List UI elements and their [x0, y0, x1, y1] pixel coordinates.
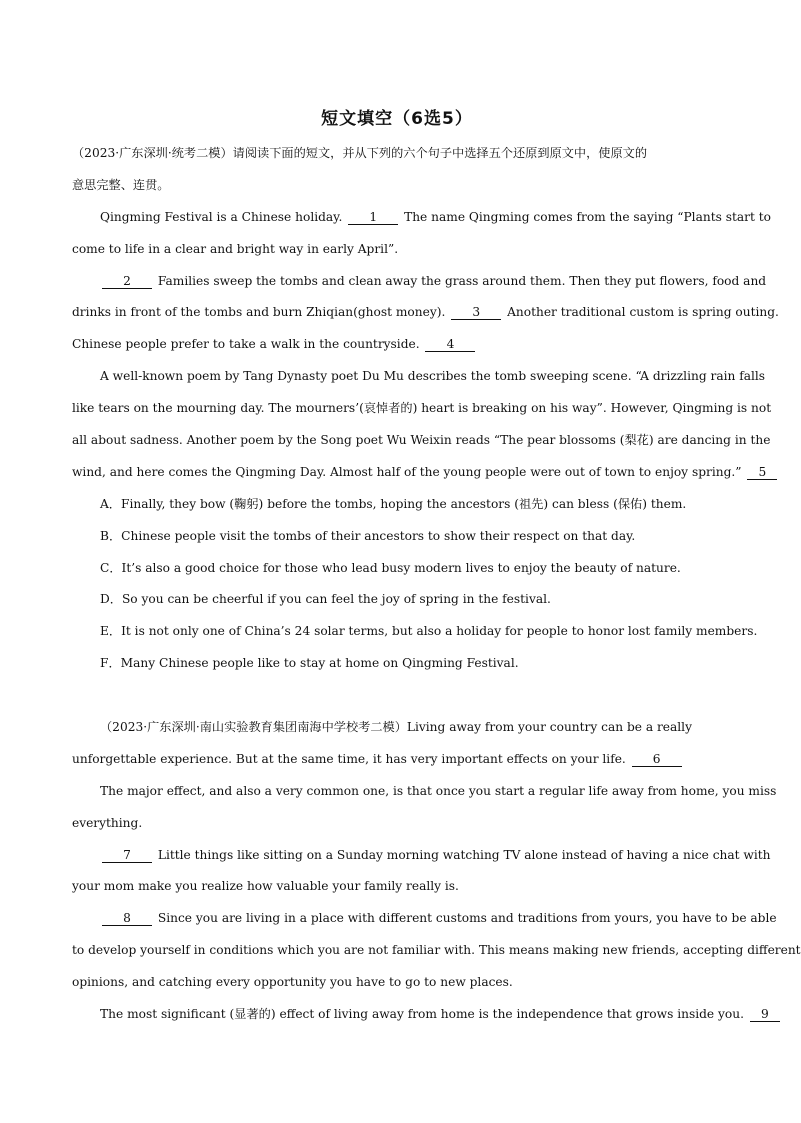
passage-line [72, 808, 722, 840]
question-source: 意思完整、连贯。 [72, 177, 170, 192]
passage-line [72, 999, 769, 1031]
answer-blank-2[interactable]: 2 [102, 274, 152, 289]
text-run: drinks in front of the tombs and burn Zhiqian(ghost money). [72, 305, 450, 320]
text-run: The most significant (显著的) effect of living away from home is the independence that grows inside you. [100, 1007, 748, 1022]
passage-line [72, 393, 772, 425]
passage-line [72, 329, 722, 361]
text-run: The major effect, and also a very common one, is that once you start a regular life away from home, you miss [100, 783, 777, 798]
text-run: come to life in a clear and bright way in early April”. [72, 241, 399, 256]
answer-option: D．So you can be cheerful if you can feel the joy of spring in the festival. [100, 592, 551, 607]
answer-blank-1[interactable]: 1 [348, 210, 398, 225]
passage-line [72, 967, 722, 999]
answer-option: C．It’s also a good choice for those who lead busy modern lives to enjoy the beauty of nature. [100, 560, 681, 575]
passage-line [72, 457, 767, 489]
content [72, 138, 801, 1031]
passage-line [72, 234, 722, 266]
passage-line [72, 871, 722, 903]
text-run: wind, and here comes the Qingming Day. Almost half of the young people were out of town to enjoy spring.” [72, 464, 746, 479]
passage-line [72, 903, 777, 935]
text-run: Since you are living in a place with different customs and traditions from yours, you have to be able [154, 911, 777, 926]
passage-line [72, 266, 767, 298]
text-run: Little things like sitting on a Sunday morning watching TV alone instead of having a nice chat with [154, 847, 771, 862]
text-run: everything. [72, 815, 143, 830]
answer-blank-6[interactable]: 6 [632, 752, 682, 767]
section-gap [72, 680, 722, 712]
question-source: （2023·广东深圳·统考二模）请阅读下面的短文，并从下列的六个句子中选择五个还原到原文中，使原文的 [72, 146, 648, 160]
answer-blank-5[interactable]: 5 [747, 465, 777, 480]
page-title: 短文填空（6选5） [321, 109, 473, 129]
text-run: A well-known poem by Tang Dynasty poet Du Mu describes the tomb sweeping scene. “A drizzling rain falls [100, 369, 766, 384]
text-run: The name Qingming comes from the saying “Plants start to [400, 209, 771, 224]
answer-blank-4[interactable]: 4 [425, 337, 475, 352]
answer-blank-7[interactable]: 7 [102, 848, 152, 863]
answer-option: A．Finally, they bow (鞠躬) before the tombs, hoping the ancestors (祖先) can bless (保佑) them. [100, 496, 687, 511]
answer-blank-3[interactable]: 3 [451, 305, 501, 320]
text-run: Chinese people prefer to take a walk in the countryside. [72, 337, 424, 352]
passage-line [72, 425, 771, 457]
passage-line [72, 840, 771, 872]
passage-line [72, 776, 777, 808]
passage-line [72, 297, 779, 329]
answer-blank-9[interactable]: 9 [750, 1007, 780, 1022]
text-run: opinions, and catching every opportunity you have to go to new places. [72, 975, 513, 990]
text-run: Another traditional custom is spring outing. [503, 305, 779, 320]
answer-option: B．Chinese people visit the tombs of their ancestors to show their respect on that day. [100, 528, 636, 543]
text-run: your mom make you realize how valuable your family really is. [72, 879, 459, 894]
text-run: like tears on the mourning day. The mourners’(哀悼者的) heart is breaking on his way”. However, Qingming is not [72, 401, 772, 416]
passage-line [72, 744, 722, 776]
text-run: all about sadness. Another poem by the Song poet Wu Weixin reads “The pear blossoms (梨花) are dancing in the [72, 433, 771, 448]
answer-option: F．Many Chinese people like to stay at home on Qingming Festival. [100, 656, 519, 671]
answer-option: E．It is not only one of China’s 24 solar terms, but also a holiday for people to honor lost family members. [100, 624, 758, 639]
passage-line [72, 202, 771, 234]
text-run: Qingming Festival is a Chinese holiday. [100, 209, 347, 224]
answer-blank-8[interactable]: 8 [102, 911, 152, 926]
text-run: Families sweep the tombs and clean away the grass around them. Then they put flowers, food and [154, 273, 767, 288]
passage-line [72, 935, 801, 967]
passage-line [72, 712, 722, 744]
text-run: to develop yourself in conditions which you are not familiar with. This means making new friends, accepting different [72, 943, 801, 958]
text-run: （2023·广东深圳·南山实验教育集团南海中学校考二模）Living away from your country can be a really [100, 720, 692, 735]
passage-line [72, 361, 766, 393]
text-run: unforgettable experience. But at the same time, it has very important effects on your life. [72, 751, 630, 766]
